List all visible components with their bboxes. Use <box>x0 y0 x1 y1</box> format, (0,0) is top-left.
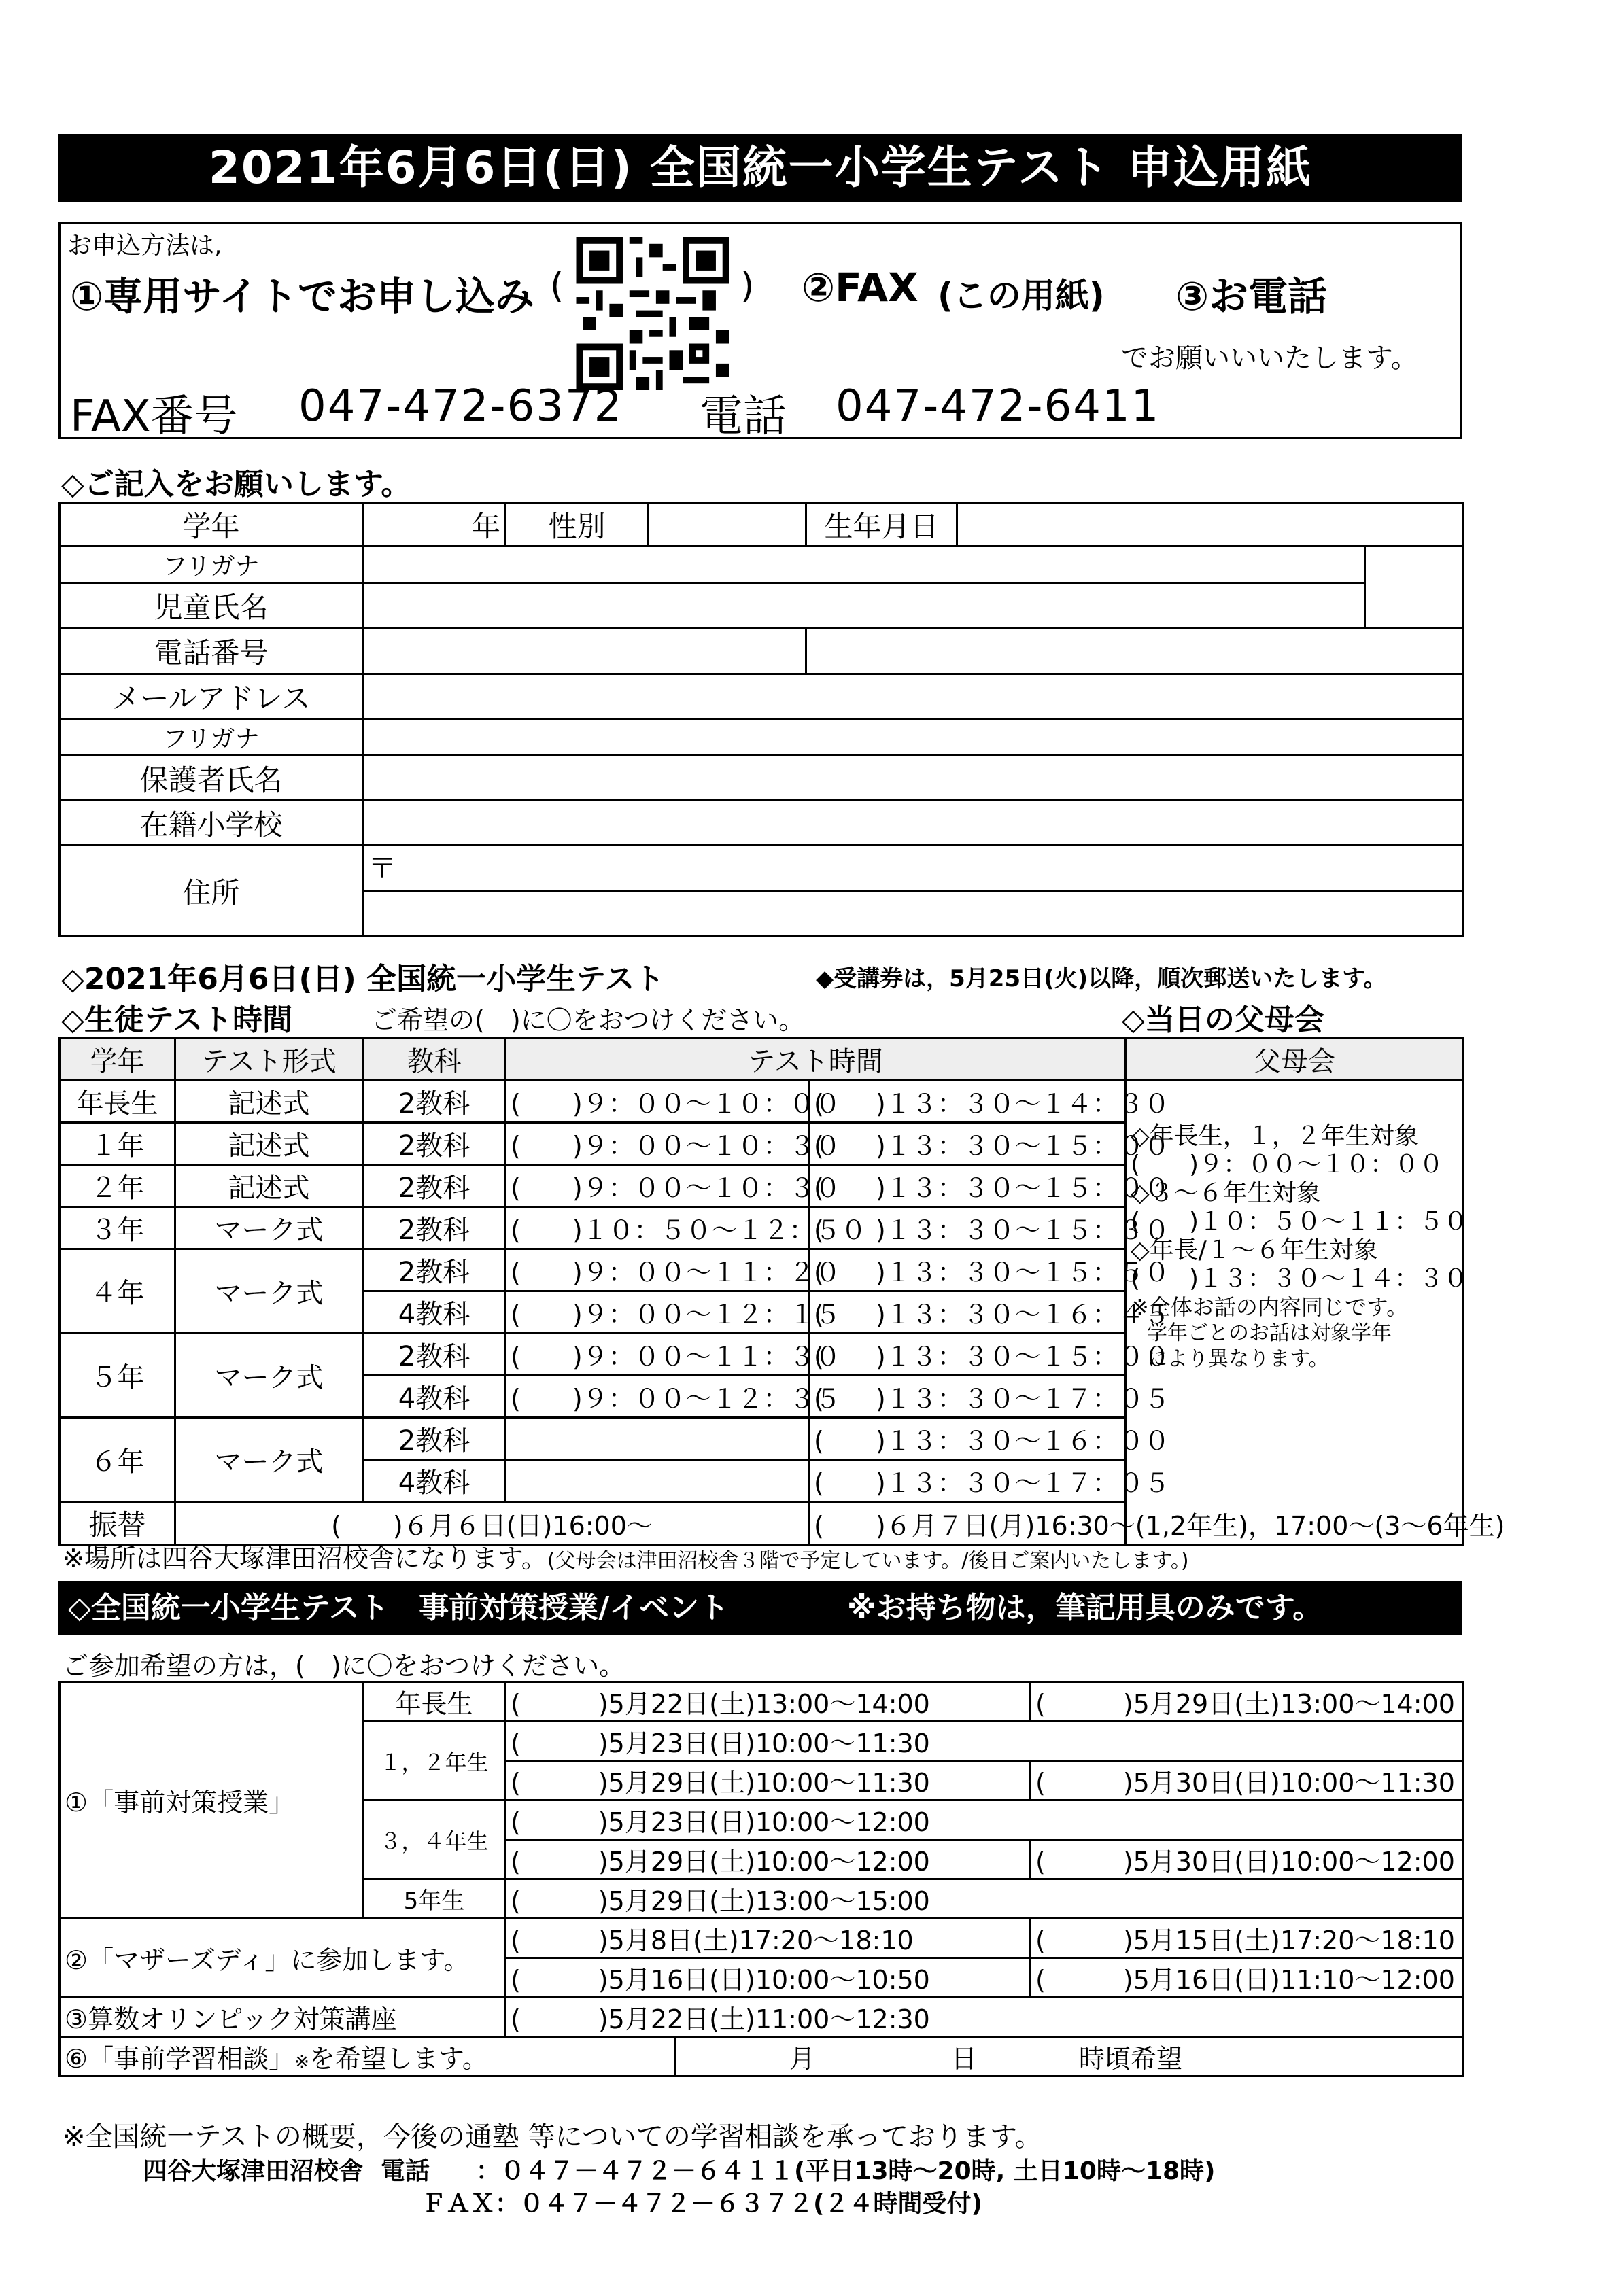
time-slot-am-empty <box>506 1460 809 1502</box>
event-slot[interactable]: ( )5月23日(日)10:00〜12:00 <box>506 1801 1464 1840</box>
time-slot-pm[interactable]: ( )１３：３０〜１５：３０ <box>809 1207 1126 1249</box>
child-name-label: 児童氏名 <box>60 583 363 628</box>
birth-field[interactable] <box>957 503 1464 546</box>
parent-name-label: 保護者氏名 <box>60 756 363 801</box>
option-phone: ③お電話 <box>1175 273 1328 319</box>
event-item-2: ②「マザーズディ」に参加します。 <box>60 1919 506 1998</box>
events-bar-title: ◇全国統一小学生テスト 事前対策授業/イベント <box>68 1590 729 1625</box>
event-slot[interactable]: ( )5月8日(土)17:20〜18:10 <box>506 1919 1031 1958</box>
grade-cell: ４年 <box>60 1249 175 1334</box>
events-note: ご参加希望の方は，( )に〇をおつけください。 <box>63 1651 625 1681</box>
parents-slot[interactable]: ( )９：００〜１０：００ <box>1131 1151 1444 1179</box>
event-grade-12: １，２年生 <box>363 1722 506 1801</box>
school-field[interactable] <box>363 801 1464 846</box>
subject-cell: 4教科 <box>363 1291 506 1334</box>
events-table <box>58 1681 1464 2077</box>
time-slot-pm[interactable]: ( )１３：３０〜１６：００ <box>809 1418 1126 1460</box>
day-label: 日 <box>951 2044 978 2074</box>
contact-tel: ：０４７－４７２－６４１１(平日13時〜20時, 土日10時〜18時) <box>476 2157 1216 2185</box>
parents-line: ◇年長/１〜６年生対象 <box>1131 1236 1378 1264</box>
postal-field[interactable] <box>363 846 1464 892</box>
format-cell: 記述式 <box>175 1165 363 1207</box>
test-schedule-table <box>58 1037 1505 1546</box>
phone-field-2[interactable] <box>806 628 1464 674</box>
time-slot-pm[interactable]: ( )１３：３０〜１６：４５ <box>809 1291 1126 1334</box>
subject-cell: 2教科 <box>363 1334 506 1376</box>
time-slot-pm[interactable]: ( )１３：３０〜１７：０５ <box>809 1460 1126 1502</box>
time-slot-pm[interactable]: ( )１３：３０〜１５：００ <box>809 1123 1126 1165</box>
format-cell: マーク式 <box>175 1249 363 1334</box>
grade-label: 学年 <box>60 503 363 546</box>
paren-close: ) <box>740 266 755 307</box>
method-closing: でお願いいいたします。 <box>1121 343 1418 374</box>
events-bar <box>58 1581 1462 1635</box>
phone-label: 電話番号 <box>60 628 363 674</box>
event-slot[interactable]: ( )5月29日(土)13:00〜15:00 <box>506 1879 1464 1919</box>
time-slot-pm[interactable]: ( )１３：３０〜１７：０５ <box>809 1376 1126 1418</box>
tel-label: 電話 <box>700 392 787 442</box>
time-slot-am[interactable]: ( )９：００〜１１：３０ <box>506 1334 809 1376</box>
parents-slot[interactable]: ( )１０：５０〜１１：５０ <box>1131 1208 1469 1236</box>
page-title: 2021年6月6日(日) 全国統一小学生テスト 申込用紙 <box>58 134 1462 202</box>
event-item-6-mark: ※ <box>294 2052 309 2072</box>
time-note: ご希望の( )に〇をおつけください。 <box>371 1005 805 1035</box>
subject-cell: 2教科 <box>363 1207 506 1249</box>
test-heading: ◇2021年6月6日(日) 全国統一小学生テスト <box>61 962 665 996</box>
grade-year-field[interactable] <box>363 503 506 546</box>
child-furigana-label: フリガナ <box>60 546 363 583</box>
grade-cell: ２年 <box>60 1165 175 1207</box>
event-slot[interactable]: ( )5月22日(土)13:00〜14:00 <box>506 1682 1031 1722</box>
event-grade-34: ３，４年生 <box>363 1801 506 1879</box>
phone-field-1[interactable] <box>363 628 806 674</box>
format-cell: 記述式 <box>175 1081 363 1123</box>
option-fax: ②FAX <box>802 264 918 311</box>
contact-school: 四谷大塚津田沼校舎 <box>143 2157 364 2185</box>
grade-cell: ３年 <box>60 1207 175 1249</box>
events-bar-belongings: ※お持ち物は，筆記用具のみです。 <box>847 1590 1323 1625</box>
col-subject: 教科 <box>363 1039 506 1081</box>
time-slot-am[interactable]: ( )９：００〜１０：３０ <box>506 1165 809 1207</box>
parents-note: ※全体お話の内容同じです。 <box>1131 1294 1409 1320</box>
applicant-form <box>58 502 1464 937</box>
method-intro: お申込方法は, <box>67 232 222 260</box>
parent-name-field[interactable] <box>363 756 1464 801</box>
address-field[interactable] <box>363 892 1464 937</box>
event-slot[interactable]: ( )5月29日(土)13:00〜14:00 <box>1031 1682 1464 1722</box>
time-slot-pm[interactable]: ( )１３：３０〜１５：００ <box>809 1334 1126 1376</box>
event-slot[interactable]: ( )5月29日(土)10:00〜11:30 <box>506 1761 1031 1801</box>
subject-cell: 2教科 <box>363 1081 506 1123</box>
fax-number: 047-472-6372 <box>298 381 623 432</box>
event-slot[interactable]: ( )5月22日(土)11:00〜12:30 <box>506 1998 1464 2037</box>
subject-cell: 4教科 <box>363 1460 506 1502</box>
parents-meeting-cell <box>1126 1081 1469 1545</box>
event-slot[interactable]: ( )5月23日(日)10:00〜11:30 <box>506 1722 1464 1761</box>
time-slot-am[interactable]: ( )９：００〜１２：１５ <box>506 1291 809 1334</box>
subject-cell: 2教科 <box>363 1249 506 1291</box>
contact-tel-label: 電話 <box>381 2157 430 2185</box>
child-extra-field[interactable] <box>1365 546 1464 628</box>
gender-field[interactable] <box>649 503 806 546</box>
parents-heading: ◇当日の父母会 <box>1122 1003 1324 1037</box>
time-slot-am[interactable]: ( )９：００〜１０：３０ <box>506 1123 809 1165</box>
grade-cell: ６年 <box>60 1418 175 1502</box>
event-slot[interactable]: ( )5月15日(土)17:20〜18:10 <box>1031 1919 1464 1958</box>
event-item-3: ③算数オリンピック対策講座 <box>60 1998 506 2037</box>
time-slot-pm[interactable]: ( )１３：３０〜１４：３０ <box>809 1081 1126 1123</box>
event-slot[interactable]: ( )5月16日(日)11:10〜12:00 <box>1031 1958 1464 1998</box>
format-cell: マーク式 <box>175 1418 363 1502</box>
option-web: ①専用サイトでお申し込み <box>70 273 535 319</box>
contact-fax: ＦＡＸ：０４７－４７２－６３７２(２４時間受付) <box>422 2190 982 2218</box>
venue-note <box>63 1537 1189 1575</box>
time-slot-pm[interactable]: ( )１３：３０〜１５：５０ <box>809 1249 1126 1291</box>
time-slot-am[interactable]: ( )１０：５０〜１２：５０ <box>506 1207 809 1249</box>
month-label: 月 <box>789 2044 816 2074</box>
time-slot-am[interactable]: ( )９：００〜１２：３５ <box>506 1376 809 1418</box>
col-grade: 学年 <box>60 1039 175 1081</box>
tel-number: 047-472-6411 <box>836 381 1161 432</box>
event-item-1: ①「事前対策授業」 <box>60 1682 363 1919</box>
time-slot-pm[interactable]: ( )１３：３０〜１５：００ <box>809 1165 1126 1207</box>
grade-cell: １年 <box>60 1123 175 1165</box>
qr-code-icon[interactable] <box>574 237 731 390</box>
event-slot[interactable]: ( )5月30日(日)10:00〜12:00 <box>1031 1840 1464 1879</box>
format-cell: マーク式 <box>175 1207 363 1249</box>
event-item-6-label: ⑥「事前学習相談」 <box>65 2044 295 2074</box>
event-item-6 <box>60 2037 676 2076</box>
subject-cell: 2教科 <box>363 1165 506 1207</box>
event-slot[interactable]: ( )5月29日(土)10:00〜12:00 <box>506 1840 1031 1879</box>
time-heading: ◇生徒テスト時間 <box>61 1003 293 1037</box>
footnote: ※全国統一テストの概要，今後の通塾 等についての学習相談を承っております。 <box>63 2121 1042 2153</box>
event-slot[interactable]: ( )5月30日(日)10:00〜11:30 <box>1031 1761 1464 1801</box>
application-method-box <box>58 222 1462 442</box>
postal-mark: 〒 <box>368 852 397 885</box>
year-label: 年 <box>471 509 500 543</box>
email-label: メールアドレス <box>60 674 363 719</box>
furikae-option-a[interactable]: ( )６月６日(日)16:00〜 <box>175 1502 809 1545</box>
venue-detail: (父母会は津田沼校舎３階で予定しています。/後日ご案内いたします。) <box>547 1549 1189 1573</box>
subject-cell: 2教科 <box>363 1123 506 1165</box>
furikae-option-b[interactable]: ( )６月７日(月)16:30〜(1,2年生)，17:00〜(3〜6年生) <box>809 1502 1464 1545</box>
col-parents: 父母会 <box>1126 1039 1464 1081</box>
subject-cell: 4教科 <box>363 1376 506 1418</box>
event-item-6-tail: を希望します。 <box>309 2044 488 2074</box>
address-label: 住所 <box>60 846 363 937</box>
event-grade-nencho: 年長生 <box>363 1682 506 1722</box>
time-pref-label: 時頃希望 <box>1079 2044 1183 2074</box>
parent-furigana-label: フリガナ <box>60 719 363 756</box>
consult-date-field[interactable] <box>676 2037 1464 2076</box>
parents-slot[interactable]: ( )１３：３０〜１４：３０ <box>1131 1265 1469 1293</box>
parents-line: ◇３〜６年生対象 <box>1131 1179 1321 1207</box>
format-cell: 記述式 <box>175 1123 363 1165</box>
child-furigana-field[interactable] <box>363 546 1365 583</box>
subject-cell: 2教科 <box>363 1418 506 1460</box>
fax-label: FAX番号 <box>70 392 238 442</box>
col-test-time: テスト時間 <box>506 1039 1126 1081</box>
parents-note: により異なります。 <box>1147 1347 1329 1371</box>
venue-main: ※場所は四谷大塚津田沼校舎になります。 <box>63 1544 547 1573</box>
time-slot-am[interactable]: ( )９：００〜１１：２０ <box>506 1249 809 1291</box>
event-slot[interactable]: ( )5月16日(日)10:00〜10:50 <box>506 1958 1031 1998</box>
event-grade-5: 5年生 <box>363 1879 506 1919</box>
grade-cell: ５年 <box>60 1334 175 1418</box>
parents-line: ◇年長生，１，２年生対象 <box>1131 1122 1419 1150</box>
time-slot-am-empty <box>506 1418 809 1460</box>
email-field[interactable] <box>363 674 1464 719</box>
school-label: 在籍小学校 <box>60 801 363 846</box>
birth-label: 生年月日 <box>806 503 957 546</box>
ticket-note: ◆受講券は，5月25日(火)以降，順次郵送いたします。 <box>816 965 1387 992</box>
col-format: テスト形式 <box>175 1039 363 1081</box>
furikae-label: 振替 <box>60 1502 175 1545</box>
parents-note: 学年ごとのお話は対象学年 <box>1147 1321 1392 1345</box>
grade-cell: 年長生 <box>60 1081 175 1123</box>
paren-open: ( <box>550 266 564 307</box>
time-slot-am[interactable]: ( )９：００〜１０：００ <box>506 1081 809 1123</box>
gender-label: 性別 <box>506 503 649 546</box>
format-cell: マーク式 <box>175 1334 363 1418</box>
child-name-field[interactable] <box>363 583 1365 628</box>
form-heading: ◇ご記入をお願いします。 <box>61 467 411 502</box>
parent-furigana-field[interactable] <box>363 719 1464 756</box>
option-fax-note: (この用紙) <box>938 276 1105 315</box>
